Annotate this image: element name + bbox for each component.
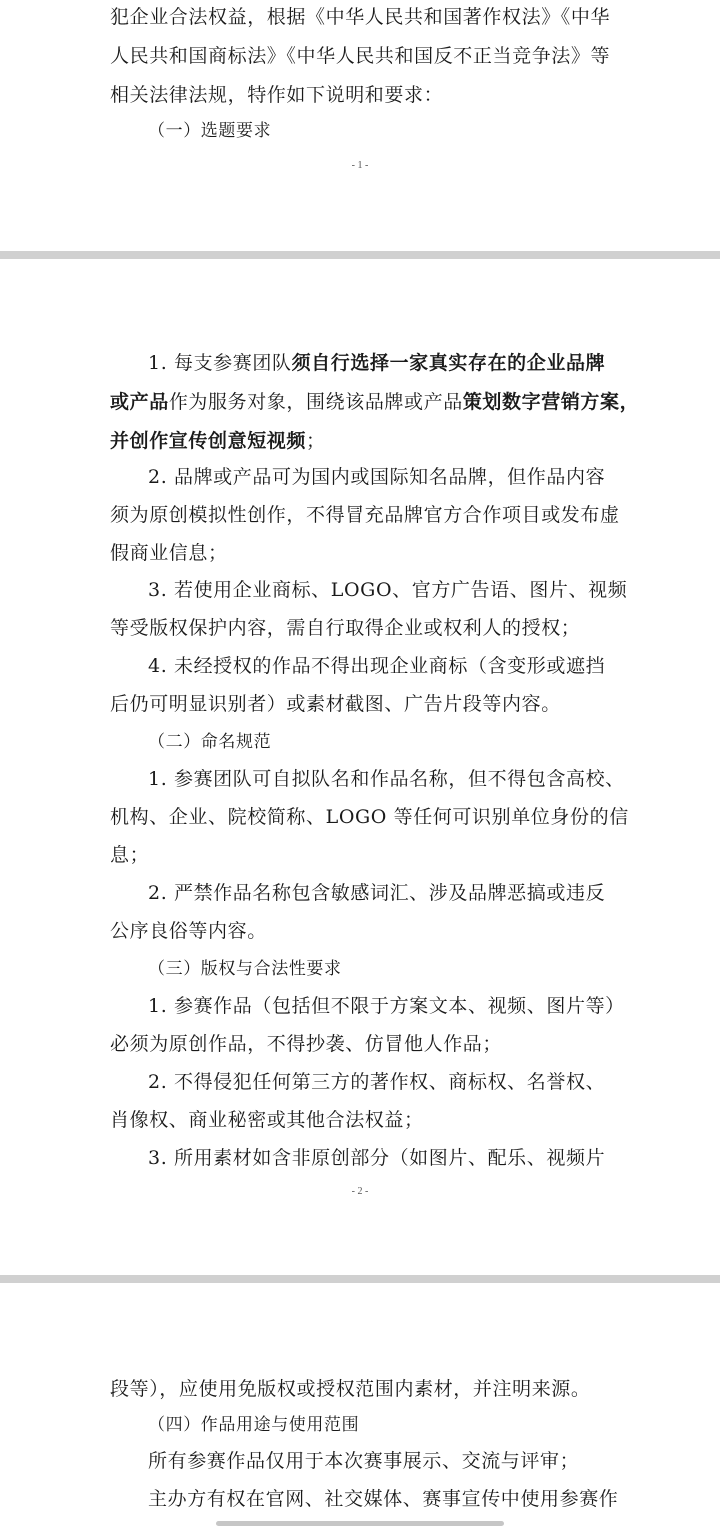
text-line: 犯企业合法权益，根据《中华人民共和国著作权法》《中华 bbox=[110, 6, 611, 28]
text-line: 假商业信息； bbox=[110, 542, 228, 564]
text-line: 3. 若使用企业商标、LOGO、官方广告语、图片、视频 bbox=[148, 579, 628, 601]
item-text: 1. 每支参赛团队 bbox=[148, 352, 292, 374]
text-line: 后仍可明显识别者）或素材截图、广告片段等内容。 bbox=[110, 693, 561, 715]
emphasized-text: 并创作宣传创意短视频 bbox=[110, 430, 307, 452]
text-line: 2. 不得侵犯任何第三方的著作权、商标权、名誉权、 bbox=[148, 1071, 606, 1093]
text-line: 相关法律法规，特作如下说明和要求： bbox=[110, 84, 444, 106]
emphasized-text: 策划数字营销方案， bbox=[462, 391, 640, 413]
document-page-2 bbox=[0, 259, 720, 1275]
list-item bbox=[110, 389, 639, 415]
text-line: 所有参赛作品仅用于本次赛事展示、交流与评审； bbox=[148, 1450, 580, 1472]
list-item bbox=[110, 428, 326, 454]
text-line: 1. 参赛团队可自拟队名和作品名称，但不得包含高校、 bbox=[148, 768, 625, 790]
page-number: - 1 - bbox=[351, 160, 369, 171]
text-line: 2. 品牌或产品可为国内或国际知名品牌，但作品内容 bbox=[148, 466, 606, 488]
document-page-1 bbox=[0, 0, 720, 251]
text-line: 息； bbox=[110, 844, 150, 866]
text-line: 人民共和国商标法》《中华人民共和国反不正当竞争法》等 bbox=[110, 45, 611, 67]
page-divider bbox=[0, 251, 720, 259]
text-line: 须为原创模拟性创作，不得冒充品牌官方合作项目或发布虚 bbox=[110, 504, 620, 526]
home-indicator-bar[interactable] bbox=[216, 1521, 504, 1526]
text-line: 1. 参赛作品（包括但不限于方案文本、视频、图片等） bbox=[148, 995, 625, 1017]
list-item bbox=[148, 350, 605, 376]
item-text: 作为服务对象，围绕该品牌或产品 bbox=[168, 391, 463, 413]
document-page-3 bbox=[0, 1283, 720, 1529]
text-line: 2. 严禁作品名称包含敏感词汇、涉及品牌恶搞或违反 bbox=[148, 882, 606, 904]
text-line: 公序良俗等内容。 bbox=[110, 920, 267, 942]
text-line: 机构、企业、院校简称、LOGO 等任何可识别单位身份的信 bbox=[110, 806, 629, 828]
section-heading: （四）作品用途与使用范围 bbox=[148, 1415, 360, 1435]
section-heading: （三）版权与合法性要求 bbox=[148, 959, 342, 979]
item-text: ； bbox=[306, 430, 326, 452]
page-divider bbox=[0, 1275, 720, 1283]
text-line: 4. 未经授权的作品不得出现企业商标（含变形或遮挡 bbox=[148, 655, 606, 677]
page-number: - 2 - bbox=[351, 1186, 369, 1197]
emphasized-text: 或产品 bbox=[110, 391, 169, 413]
section-heading: （二）命名规范 bbox=[148, 732, 272, 752]
text-line: 必须为原创作品，不得抄袭、仿冒他人作品； bbox=[110, 1033, 503, 1055]
text-line: 肖像权、商业秘密或其他合法权益； bbox=[110, 1109, 424, 1131]
text-line: 主办方有权在官网、社交媒体、赛事宣传中使用参赛作 bbox=[148, 1488, 619, 1510]
section-heading: （一）选题要求 bbox=[148, 121, 272, 141]
emphasized-text: 须自行选择一家真实存在的企业品牌 bbox=[291, 352, 606, 374]
text-line: 段等），应使用免版权或授权范围内素材，并注明来源。 bbox=[110, 1378, 591, 1400]
text-line: 等受版权保护内容，需自行取得企业或权利人的授权； bbox=[110, 617, 581, 639]
text-line: 3. 所用素材如含非原创部分（如图片、配乐、视频片 bbox=[148, 1147, 606, 1169]
